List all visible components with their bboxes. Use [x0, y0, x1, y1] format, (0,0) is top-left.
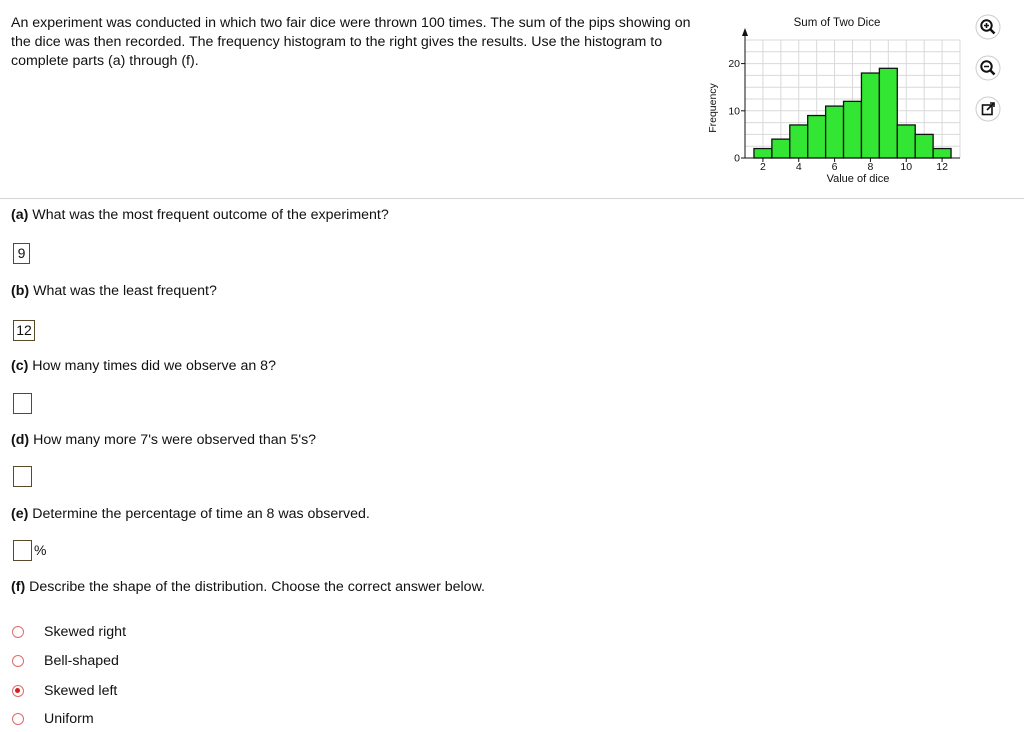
x-axis-label: Value of dice [826, 173, 890, 185]
question-a-text: What was the most frequent outcome of the experiment? [32, 207, 389, 223]
question-f-text: Describe the shape of the distribution. Choose the correct answer below. [29, 579, 485, 595]
x-tick-label: 12 [936, 161, 948, 173]
radio-button[interactable] [12, 713, 24, 725]
histogram-bar [808, 116, 826, 158]
option-label: Bell-shaped [44, 653, 119, 669]
histogram-bar [772, 139, 790, 158]
histogram-bar [826, 106, 844, 158]
question-d [11, 432, 316, 448]
answer-b-field[interactable]: 12 [13, 320, 35, 341]
option-label: Skewed left [44, 683, 118, 699]
histogram-chart [700, 8, 970, 193]
answer-e-field[interactable] [13, 540, 32, 561]
histogram-bar [915, 134, 933, 158]
question-a-tag: (a) [11, 207, 29, 223]
question-a [11, 207, 389, 223]
histogram-svg [700, 8, 970, 193]
histogram-bar [861, 73, 879, 158]
question-b-text: What was the least frequent? [33, 283, 217, 299]
popout-icon[interactable] [975, 96, 1001, 122]
radio-button[interactable] [12, 626, 24, 638]
question-e [11, 506, 370, 522]
histogram-bar [879, 68, 897, 158]
problem-statement: An experiment was conducted in which two fair dice were thrown 100 times. The sum of the pips showing on the dice was then recorded. The frequency histogram to the right gives the results. Use the histogram to complete parts (a) through (f). [11, 15, 691, 69]
question-d-text: How many more 7's were observed than 5's? [33, 432, 317, 448]
chart-tools [975, 14, 1007, 137]
x-tick-label: 2 [759, 161, 766, 173]
question-b [11, 283, 217, 299]
y-tick-label: 10 [728, 105, 740, 118]
x-tick-label: 10 [900, 161, 913, 173]
question-c-text: How many times did we observe an 8? [32, 358, 276, 374]
option-0[interactable] [12, 622, 126, 642]
histogram-bar [754, 149, 772, 158]
y-axis-arrow [742, 28, 748, 36]
question-f [11, 579, 485, 595]
question-f-tag: (f) [11, 579, 26, 595]
zoom-in-icon[interactable] [975, 14, 1001, 40]
option-1[interactable] [12, 651, 119, 671]
zoom-out-icon[interactable] [975, 55, 1001, 81]
question-e-text: Determine the percentage of time an 8 was observed. [32, 506, 370, 522]
y-tick-label: 0 [734, 152, 740, 165]
y-axis-label: Frequency [707, 83, 719, 133]
question-d-tag: (d) [11, 432, 30, 448]
histogram-bar [897, 125, 915, 158]
section-divider [0, 198, 1024, 199]
percent-suffix: % [34, 542, 47, 558]
x-tick-label: 4 [795, 161, 802, 173]
option-2[interactable] [12, 681, 117, 701]
answer-a-field[interactable]: 9 [13, 243, 30, 264]
option-3[interactable] [12, 709, 94, 729]
histogram-bar [933, 149, 951, 158]
answer-c-field[interactable] [13, 393, 32, 414]
question-b-tag: (b) [11, 283, 30, 299]
option-label: Skewed right [44, 624, 127, 640]
chart-title: Sum of Two Dice [793, 17, 881, 29]
y-tick-label: 20 [728, 58, 740, 71]
option-label: Uniform [44, 711, 94, 727]
x-tick-label: 6 [831, 161, 838, 173]
histogram-bar [844, 101, 862, 158]
histogram-bar [790, 125, 808, 158]
answer-d-field[interactable] [13, 466, 32, 487]
x-tick-label: 8 [867, 161, 874, 173]
question-c [11, 358, 276, 374]
radio-button[interactable] [12, 685, 24, 697]
radio-button[interactable] [12, 655, 24, 667]
question-c-tag: (c) [11, 358, 29, 374]
question-e-tag: (e) [11, 506, 29, 522]
